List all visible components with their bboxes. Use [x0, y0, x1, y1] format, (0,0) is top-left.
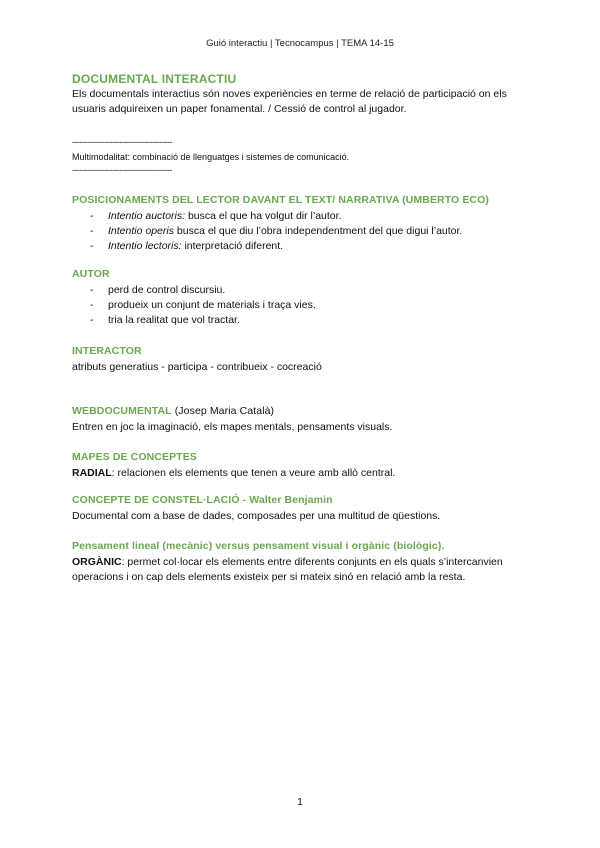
page-number: 1: [297, 796, 303, 808]
list-item: - perd de control discursiu.: [90, 284, 226, 296]
webdoc-heading: WEBDOCUMENTAL (Josep Maria Català): [72, 405, 275, 417]
multimodal-note: Multimodalitat: combinació de llenguatges i sistemes de comunicació.: [72, 152, 350, 162]
list-item: - Intentio operis busca el que diu l’obra independentment del que digui l’autor.: [90, 225, 463, 237]
list-item: - produeix un conjunt de materials i traça vies.: [90, 299, 316, 311]
autor-heading: AUTOR: [72, 268, 110, 280]
list-item: - Intentio lectoris: interpretació diferent.: [90, 240, 284, 252]
intro-paragraph: Els documentals interactius són noves experiències en terme de relació de participació on els usuaris adquireixen un paper fonamental. / Cessió de control al jugador.: [72, 88, 507, 115]
constel-heading: CONCEPTE DE CONSTEL·LACIÓ - Walter Benjamin: [72, 494, 333, 506]
page-header: Guió interactiu | Tecnocampus | TEMA 14-15: [206, 38, 394, 49]
mapes-heading: MAPES DE CONCEPTES: [72, 451, 197, 463]
interactor-text: atributs generatius - participa - contribueix - cocreació: [72, 361, 322, 373]
positions-heading: POSICIONAMENTS DEL LECTOR DAVANT EL TEXT/ NARRATIVA (UMBERTO ECO): [72, 194, 489, 206]
interactor-heading: INTERACTOR: [72, 345, 142, 357]
webdoc-text: Entren en joc la imaginació, els mapes mentals, pensaments visuals.: [72, 421, 393, 433]
positions-list: [72, 209, 532, 254]
autor-list: [72, 283, 532, 328]
document-title: DOCUMENTAL INTERACTIU: [72, 72, 237, 86]
constel-text: Documental com a base de dades, composades per una multitud de qüestions.: [72, 510, 441, 522]
list-item: - tria la realitat que vol tractar.: [90, 314, 240, 326]
divider-bottom: ----------------------------------------: [72, 165, 172, 175]
list-item: - Intentio auctoris: busca el que ha volgut dir l’autor.: [90, 210, 342, 222]
pensament-heading: Pensament lineal (mecànic) versus pensament visual i orgànic (biològic).: [72, 540, 445, 552]
pensament-text: ORGÀNIC: permet col·locar els elements entre diferents conjunts en els quals s’intercanvien operacions i on cap dels elements existeix per si mateix sinó en relació amb la resta.: [72, 556, 503, 583]
mapes-text: RADIAL: relacionen els elements que tenen a veure amb allò central.: [72, 467, 396, 479]
divider-top: ----------------------------------------: [72, 137, 172, 147]
